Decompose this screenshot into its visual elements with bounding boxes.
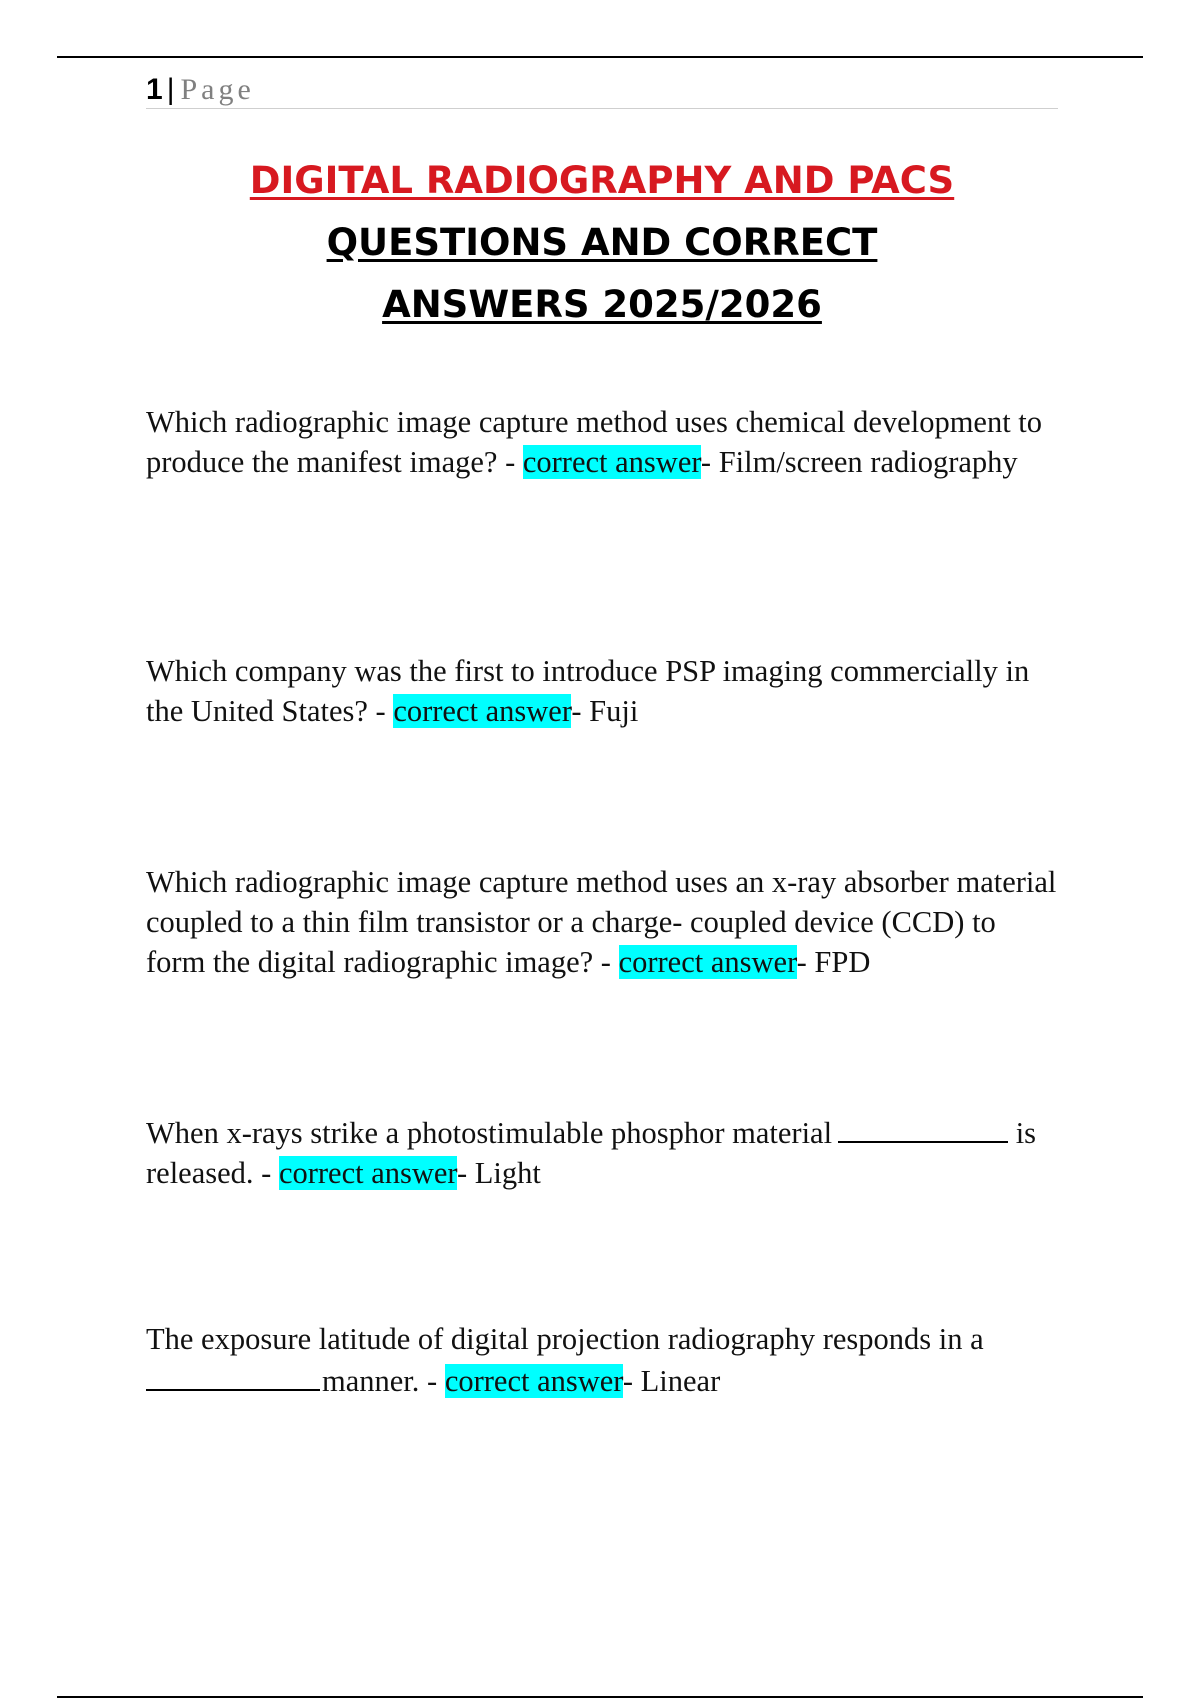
qa-item-4	[146, 1111, 1058, 1193]
document-title	[146, 150, 1058, 336]
question-text: Which radiographic image capture method uses chemical development to produce the manifest image? -	[146, 405, 1043, 479]
answer-text: - Light	[456, 1156, 541, 1190]
fill-in-blank	[838, 1111, 1008, 1143]
qa-item-1	[146, 402, 1058, 482]
answer-highlight: correct answer	[444, 1364, 623, 1398]
page-label: Page	[180, 73, 255, 106]
top-rule	[57, 56, 1143, 58]
question-text: Which radiographic image capture method uses an x-ray absorber material coupled to a thin film transistor or a charge- coupled device (CCD) to form the digital radiographic image? -	[146, 865, 1057, 979]
qa-item-3	[146, 862, 1058, 982]
answer-highlight: correct answer	[618, 945, 797, 979]
qa-item-2	[146, 651, 1058, 731]
page-header	[146, 72, 1058, 109]
answer-text: - FPD	[796, 945, 871, 979]
title-line-2: QUESTIONS AND CORRECT	[326, 221, 878, 264]
question-text: The exposure latitude of digital projection radiography responds in a	[146, 1322, 984, 1356]
answer-text: - Linear	[622, 1364, 721, 1398]
qa-item-5	[146, 1319, 1058, 1401]
page-separator: |	[166, 73, 175, 106]
question-text: Which company was the first to introduce PSP imaging commercially in the United States? -	[146, 654, 1030, 728]
fill-in-blank	[146, 1359, 320, 1391]
answer-text: - Film/screen radiography	[700, 445, 1018, 479]
title-line-3: ANSWERS 2025/2026	[382, 283, 822, 326]
question-text-continued: manner. -	[322, 1364, 438, 1398]
answer-text: - Fuji	[571, 694, 639, 728]
question-text-continued: is released. -	[146, 1116, 1037, 1190]
question-text: When x-rays strike a photostimulable phosphor material	[146, 1116, 833, 1150]
title-line-1: DIGITAL RADIOGRAPHY AND PACS	[249, 159, 955, 202]
bottom-rule	[57, 1696, 1143, 1698]
answer-highlight: correct answer	[278, 1156, 457, 1190]
page-number: 1	[146, 73, 163, 106]
answer-highlight: correct answer	[522, 445, 701, 479]
answer-highlight: correct answer	[393, 694, 572, 728]
